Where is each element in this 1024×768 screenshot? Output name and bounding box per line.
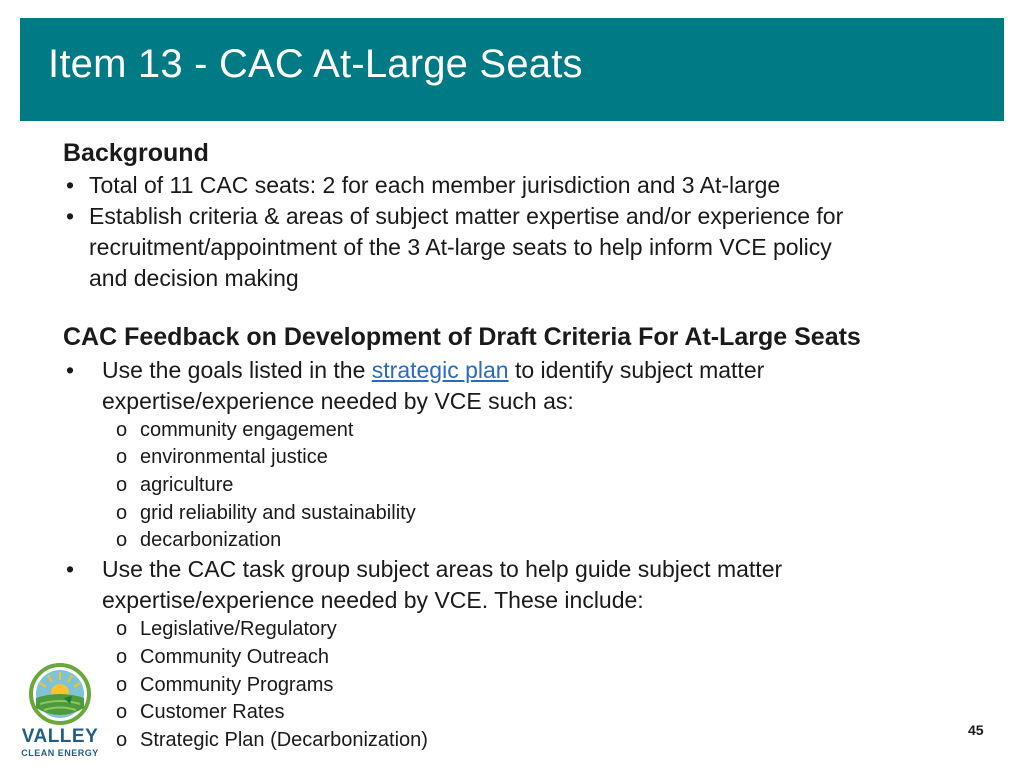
sub-bullet-marker: o [116,674,128,696]
feedback-heading: CAC Feedback on Development of Draft Criteria For At-Large Seats [63,323,861,351]
logo-emblem-icon [14,662,106,726]
item-1-sub: environmental justice [140,446,328,468]
item-1-sub: decarbonization [140,529,282,551]
feedback-item-2-line-1: Use the CAC task group subject areas to help guide subject matter [102,556,783,582]
item-2-sub: Legislative/Regulatory [140,618,337,640]
valley-clean-energy-logo [14,662,106,762]
sub-bullet-marker: o [116,701,128,723]
sub-bullet-marker: o [116,618,128,640]
feedback-item-1-line-2: expertise/experience needed by VCE such as: [102,388,574,414]
feedback-item-2-line-2: expertise/experience needed by VCE. These include: [102,587,644,613]
logo-text-valley: VALLEY [21,726,99,747]
item-1-sub: community engagement [140,419,354,441]
background-bullet-1: Total of 11 CAC seats: 2 for each member jurisdiction and 3 At-large [89,172,781,198]
strategic-plan-link[interactable]: strategic plan [371,357,509,383]
item-2-sub: Community Outreach [140,646,329,668]
bullet-marker: • [66,172,75,198]
page-number: 45 [968,722,984,738]
sub-bullet-marker: o [116,729,128,751]
bullet-marker: • [66,203,75,229]
item-1-sub: agriculture [140,474,234,496]
feedback-item-1-line-1 [102,355,764,386]
item-1-text-post: to identify subject matter [508,357,765,383]
bullet-marker: • [66,556,75,582]
item-1-text-pre: Use the goals listed in the [102,357,372,383]
logo-text-clean-energy: CLEAN ENERGY [21,748,99,758]
bullet-marker: • [66,357,75,383]
sub-bullet-marker: o [116,446,128,468]
slide-title: Item 13 - CAC At-Large Seats [48,42,583,86]
sub-bullet-marker: o [116,419,128,441]
sub-bullet-marker: o [116,646,128,668]
item-2-sub: Customer Rates [140,701,285,723]
item-1-sub: grid reliability and sustainability [140,502,416,524]
background-bullet-2-line-1: Establish criteria & areas of subject matter expertise and/or experience for [89,203,844,229]
item-2-sub: Community Programs [140,674,334,696]
sub-bullet-marker: o [116,529,128,551]
sub-bullet-marker: o [116,502,128,524]
background-bullet-2-line-2: recruitment/appointment of the 3 At-large seats to help inform VCE policy [89,234,832,260]
item-2-sub: Strategic Plan (Decarbonization) [140,729,428,751]
sub-bullet-marker: o [116,474,128,496]
background-heading: Background [63,139,209,167]
background-bullet-2-line-3: and decision making [89,265,299,291]
